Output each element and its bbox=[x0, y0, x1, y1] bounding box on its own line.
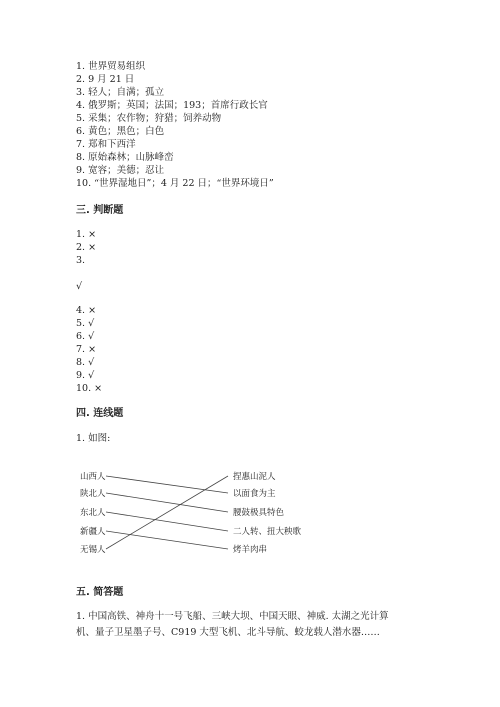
match-links bbox=[106, 476, 228, 549]
judge-item: 5. √ bbox=[76, 318, 95, 329]
match-left-item: 东北人 bbox=[80, 508, 106, 518]
match-left-item: 山西人 bbox=[80, 472, 106, 482]
match-left-item: 无锡人 bbox=[80, 545, 106, 555]
judge-item: 8. √ bbox=[76, 357, 95, 368]
judge-item: √ bbox=[76, 281, 83, 292]
judge-item: 6. √ bbox=[76, 331, 95, 342]
match-left-item: 陕北人 bbox=[80, 489, 106, 499]
match-right-item: 烤羊肉串 bbox=[233, 545, 268, 555]
answer-line: 9. 宽容；美德；忍让 bbox=[76, 165, 165, 176]
judge-item: 3. bbox=[76, 255, 86, 266]
short-answer-line: 1. 中国高铁、神舟十一号飞船、三峡大坝、中国天眼、神威. 太湖之光计算 bbox=[76, 611, 389, 622]
section-title-judge: 三. 判断题 bbox=[76, 205, 124, 216]
match-right-item: 二人转、扭大秧歌 bbox=[233, 527, 302, 537]
judge-item: 1. × bbox=[76, 229, 97, 240]
answer-line: 3. 轻人；自满；孤立 bbox=[76, 87, 165, 98]
answer-line: 4. 俄罗斯；英国；法国；193；首席行政长官 bbox=[76, 100, 268, 111]
match-link-1 bbox=[106, 476, 228, 493]
answer-line: 2. 9 月 21 日 bbox=[76, 74, 135, 85]
answer-line: 8. 原始森林；山脉峰峦 bbox=[76, 152, 174, 163]
match-left-item: 新疆人 bbox=[80, 527, 106, 537]
match-link-3 bbox=[106, 512, 228, 531]
section-title-short: 五. 简答题 bbox=[76, 587, 124, 598]
matching-diagram bbox=[76, 462, 332, 558]
match-right-item: 腰鼓极具特色 bbox=[233, 508, 285, 518]
short-answer-paragraph bbox=[76, 609, 426, 641]
answer-line: 5. 采集；农作物；狩猎；饲养动物 bbox=[76, 113, 222, 124]
match-right-item: 以面食为主 bbox=[233, 489, 276, 499]
match-intro: 1. 如图: bbox=[76, 433, 111, 444]
match-link-5 bbox=[106, 476, 228, 549]
judge-item: 7. × bbox=[76, 344, 97, 355]
match-left-labels bbox=[80, 471, 106, 555]
judge-item: 10. × bbox=[76, 383, 103, 394]
judge-item: 2. × bbox=[76, 242, 97, 253]
match-link-4 bbox=[106, 531, 228, 549]
judge-item: 4. × bbox=[76, 305, 97, 316]
answer-line: 10. “世界湿地日”；4 月 22 日；“世界环境日” bbox=[76, 178, 274, 189]
match-link-2 bbox=[106, 493, 228, 512]
section-title-match: 四. 连线题 bbox=[76, 408, 124, 419]
match-right-labels bbox=[233, 471, 302, 555]
short-answer-line: 机、量子卫星墨子号、C919 大型飞机、北斗导航、蛟龙载人潜水器…… bbox=[76, 627, 380, 638]
match-right-item: 捏惠山泥人 bbox=[233, 472, 276, 482]
answer-line: 6. 黄色；黑色；白色 bbox=[76, 126, 165, 137]
answer-line: 7. 郑和下西洋 bbox=[76, 139, 136, 150]
judge-item: 9. √ bbox=[76, 370, 95, 381]
answer-line: 1. 世界贸易组织 bbox=[76, 61, 146, 72]
